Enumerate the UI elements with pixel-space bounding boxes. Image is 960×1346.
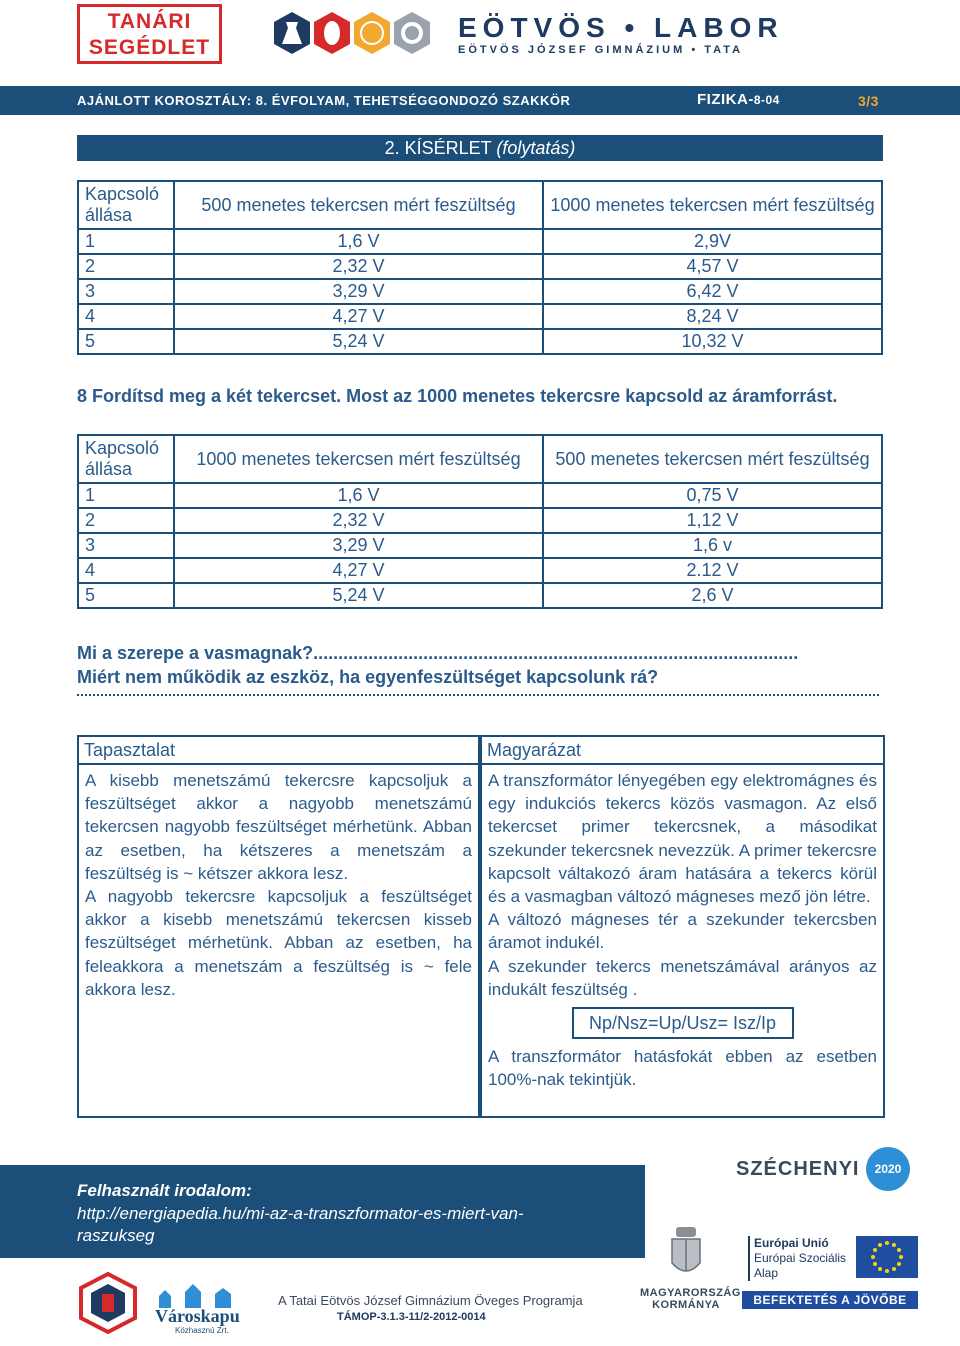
table-row	[78, 279, 882, 304]
section-title	[77, 135, 883, 161]
cell: 3	[78, 533, 174, 558]
brand-subtitle: EÖTVÖS JÓZSEF GIMNÁZIUM • TATA	[458, 44, 744, 56]
cell: 4,27 V	[174, 558, 543, 583]
cell: 3,29 V	[174, 279, 543, 304]
eu-line-2: Európai Szociális	[754, 1251, 847, 1265]
varoskapu-logo	[155, 1282, 255, 1334]
government-logo-text	[640, 1287, 741, 1311]
cell: 1	[78, 483, 174, 508]
header-switch: Kapcsoló állása	[78, 181, 174, 229]
cell: 0,75 V	[543, 483, 882, 508]
cell: 1,6 V	[174, 229, 543, 254]
invest-in-future-banner: BEFEKTETÉS A JÖVŐBE	[742, 1291, 918, 1309]
cell: 2,32 V	[174, 254, 543, 279]
varoskapu-title: Városkapu	[155, 1306, 240, 1326]
table-row	[78, 254, 882, 279]
school-seal-icon	[77, 1272, 139, 1334]
cell: 5,24 V	[174, 583, 543, 608]
cell: 2	[78, 508, 174, 533]
answer-line	[77, 694, 879, 696]
eu-flag-icon	[856, 1236, 918, 1278]
table-row	[78, 508, 882, 533]
question-dc-voltage: Miért nem működik az eszköz, ha egyenfeszültséget kapcsolunk rá?	[77, 667, 659, 687]
explanation-paragraph-3: A szekunder tekercs menetszámával arányos az indukált feszültség .	[488, 956, 877, 999]
cell: 2,6 V	[543, 583, 882, 608]
table-row	[78, 533, 882, 558]
table-row	[78, 483, 882, 508]
cell: 2.12 V	[543, 558, 882, 583]
cell: 10,32 V	[543, 329, 882, 354]
explanation-paragraph-2: A változó mágneses tér a szekunder tekercsben áramot indukél.	[488, 910, 877, 953]
cell: 4	[78, 304, 174, 329]
subject-name: FIZIKA-	[697, 91, 754, 108]
experience-box	[77, 735, 480, 1118]
header-col-2: 1000 menetes tekercsen mért feszültség	[174, 435, 543, 483]
cell: 4,27 V	[174, 304, 543, 329]
explanation-paragraph-4: A transzformátor hatásfokát ebben az esetben 100%-nak tekintjük.	[488, 1047, 877, 1090]
header-switch: Kapcsoló állása	[78, 435, 174, 483]
explanation-paragraph-1: A transzformátor lényegében egy elektromágnes és egy indukciós tekercs közös vasmagon. Az első tekercset primer tekercsnek, a másodikat szekunder tekercsnek nevezzük. A primer tekercsre kapcsolt váltakozó áram hatására a tekercs körül és a vasmagban változó mágneses mező jön létre.	[488, 771, 877, 907]
cell: 5	[78, 329, 174, 354]
literature-label: Felhasznált irodalom:	[77, 1181, 252, 1200]
instruction-text: 8 Fordítsd meg a két tekercset. Most az 1000 menetes tekercsre kapcsold az áramforrást.	[77, 386, 838, 406]
literature-band	[0, 1165, 645, 1258]
eu-line-3: Alap	[754, 1266, 779, 1280]
cell: 1,6 v	[543, 533, 882, 558]
stamp-line-1: TANÁRI	[107, 10, 192, 33]
brand-title: EÖTVÖS • LABOR	[458, 12, 784, 43]
age-label: AJÁNLOTT KOROSZTÁLY: 8. ÉVFOLYAM, TEHETSÉGGONDOZÓ SZAKKÖR	[77, 93, 571, 108]
explanation-title: Magyarázat	[482, 737, 883, 765]
header-col-3: 1000 menetes tekercsen mért feszültség	[543, 181, 882, 229]
tamop-code: TÁMOP-3.1.3-11/2-2012-0014	[337, 1311, 486, 1323]
cell: 8,24 V	[543, 304, 882, 329]
question-iron-core: Mi a szerepe a vasmagnak?.................................................................................................	[77, 643, 799, 663]
subject-code	[697, 91, 780, 108]
stamp-line-2: SEGÉDLET	[88, 36, 211, 59]
castle-icon	[155, 1282, 251, 1308]
section-title-main: 2. KÍSÉRLET	[384, 138, 497, 158]
eu-text	[748, 1236, 846, 1281]
cell: 1,6 V	[174, 483, 543, 508]
cell: 2,32 V	[174, 508, 543, 533]
program-name: A Tatai Eötvös József Gimnázium Öveges Programja	[278, 1293, 583, 1308]
table-row	[78, 304, 882, 329]
varoskapu-subtitle: Közhasznú Zrt.	[175, 1326, 229, 1335]
voltage-table-2	[77, 434, 883, 609]
teacher-guide-stamp	[77, 4, 222, 64]
subject-number: 8-04	[753, 93, 780, 107]
government-line-1: MAGYARORSZÁG	[640, 1287, 741, 1299]
cell: 6,42 V	[543, 279, 882, 304]
experience-paragraph-1: A kisebb menetszámú tekercsre kapcsoljuk a feszültséget akkor a nagyobb menetszámú tekercsen nagyobb feszültséget mérhetünk. Abban az esetben, ha kétszeres a menetszám a feszültség is ~ kétszer akkora lesz.	[85, 771, 472, 883]
table-header-row	[78, 181, 882, 229]
cell: 4,57 V	[543, 254, 882, 279]
cell: 5,24 V	[174, 329, 543, 354]
cell: 4	[78, 558, 174, 583]
experience-title: Tapasztalat	[79, 737, 478, 765]
transformer-formula: Np/Nsz=Up/Usz= Isz/Ip	[572, 1007, 794, 1039]
table-header-row	[78, 435, 882, 483]
cell: 5	[78, 583, 174, 608]
section-title-suffix: (folytatás)	[496, 138, 576, 158]
table-row	[78, 229, 882, 254]
page-number: 3/3	[858, 93, 879, 109]
explanation-box	[480, 735, 885, 1118]
szechenyi-2020-badge: 2020	[866, 1147, 910, 1191]
voltage-table-1	[77, 180, 883, 355]
info-bar	[0, 86, 960, 115]
experience-paragraph-2: A nagyobb tekercsre kapcsoljuk a feszültséget akkor a kisebb menetszámú tekercsen kisseb feszültséget mérhetünk. Abban az esetben, ha feleakkora a menetszám a feszültség is ~ fele akkora lesz.	[85, 887, 472, 999]
eotvos-labor-logo-icon	[270, 8, 450, 68]
header-col-3: 500 menetes tekercsen mért feszültség	[543, 435, 882, 483]
table-row	[78, 558, 882, 583]
cell: 3	[78, 279, 174, 304]
eu-line-1: Európai Unió	[754, 1236, 829, 1250]
literature-link[interactable]: http://energiapedia.hu/mi-az-a-transzformator-es-miert-van-raszukseg	[77, 1204, 524, 1245]
table-row	[78, 329, 882, 354]
hungarian-coat-of-arms-icon	[668, 1225, 704, 1281]
header-col-2: 500 menetes tekercsen mért feszültség	[174, 181, 543, 229]
government-line-2: KORMÁNYA	[652, 1299, 720, 1311]
table-row	[78, 583, 882, 608]
cell: 3,29 V	[174, 533, 543, 558]
cell: 2	[78, 254, 174, 279]
cell: 1	[78, 229, 174, 254]
cell: 2,9V	[543, 229, 882, 254]
brand	[458, 14, 784, 56]
szechenyi-logo-text: SZÉCHENYI	[736, 1158, 860, 1180]
cell: 1,12 V	[543, 508, 882, 533]
